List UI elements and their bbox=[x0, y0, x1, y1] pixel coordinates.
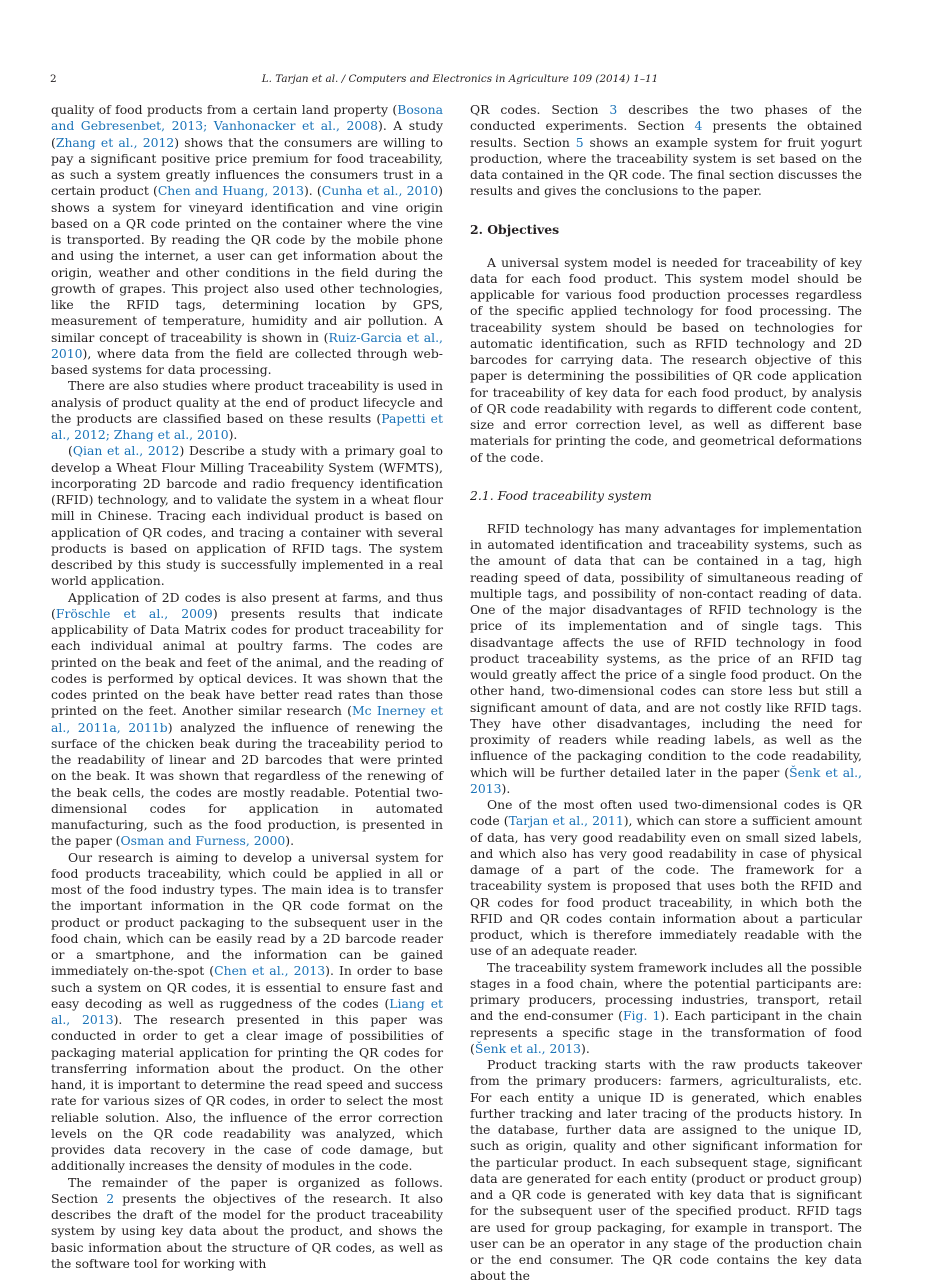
page-number: 2 bbox=[50, 73, 57, 85]
citation-link[interactable]: Ruiz-Garcia et al., 2010 bbox=[51, 329, 443, 361]
paragraph: The traceability system framework includes all the possible stages in a food chain, where the potential participants are: primary producers, processing industries, transport, retail and the end-consumer (Fig. 1). Each participant in the chain represents a specific stage in the transformation of food (Šenk et al., 2013). bbox=[470, 959, 862, 1056]
paragraph: There are also studies where product traceability is used in analysis of product quality at the end of product lifecycle and the products are classified based on these results (Papetti et al., 2012; Zhang et al., 2010). bbox=[51, 378, 443, 442]
citation-link[interactable]: 3 bbox=[609, 102, 618, 117]
citation-link[interactable]: Bosona and Gebresenbet, 2013; Vanhonacker et al., 2008 bbox=[51, 102, 443, 134]
citation-link[interactable]: Mc Inerney et al., 2011a, 2011b bbox=[51, 703, 443, 735]
section-heading: 2. Objectives bbox=[470, 221, 560, 237]
paragraph: The remainder of the paper is organized as follows. Section 2 presents the objectives of the research. It also describes the draft of the model for the product traceability system by using key data about the product, and shows the basic information about the structure of QR codes, as well as the software tool for working with bbox=[51, 1174, 443, 1271]
page-header bbox=[50, 70, 870, 88]
paragraph: RFID technology has many advantages for implementation in automated identification and traceability systems, such as the amount of data that can be contained in a tag, high reading speed of data, possibility of simultaneous reading of multiple tags, and possibility of non-contact reading of data. One of the major disadvantages of RFID technology is the price of its implementation and of single tags. This disadvantage affects the use of RFID technology in food product traceability systems, as the price of an RFID tag would greatly affect the price of a single food product. On the other hand, two-dimensional codes can store less but still a significant amount of data, and are not costly like RFID tags. They have other disadvantages, including the need for proximity of readers while reading labels, as well as the influence of the packaging condition to the code readability, which will be further detailed later in the paper (Šenk et al., 2013). bbox=[470, 520, 862, 796]
citation-link[interactable]: Papetti et al., 2012; Zhang et al., 2010 bbox=[51, 410, 443, 442]
citation-link[interactable]: Cunha et al., 2010 bbox=[321, 183, 439, 199]
paragraph: (Qian et al., 2012) Describe a study with a primary goal to develop a Wheat Flour Milling Traceability System (WFMTS), incorporating 2D barcode and radio frequency identification (RFID) technology, and to validate the system in a wheat flour mill in Chinese. Tracing each individual product is based on application of QR codes, and tracing a container with several products is based on application of RFID tags. The system described by this study is successfully implemented in a real world application. bbox=[51, 443, 443, 589]
citation-link[interactable]: Fig. 1 bbox=[622, 1008, 661, 1024]
paragraph: QR codes. Section 3 describes the two phases of the conducted experiments. Section 4 presents the obtained results. Section 5 shows an example system for fruit yogurt production, where the traceability system is set based on the data contained in the QR code. The final section discusses the results and gives the conclusions to the paper. bbox=[470, 102, 863, 199]
subsection-heading: 2.1. Food traceability system bbox=[470, 487, 652, 503]
citation-link[interactable]: Liang et al., 2013 bbox=[51, 995, 444, 1027]
citation-link[interactable]: Tarjan et al., 2011 bbox=[508, 813, 624, 829]
citation-link[interactable]: Šenk et al., 2013 bbox=[470, 764, 862, 796]
citation-link[interactable]: 2 bbox=[106, 1190, 115, 1206]
paragraph: A universal system model is needed for traceability of key data for each food product. This system model should be applicable for various food production processes regardless of the specific applied technology for food processing. The traceability system should be based on technologies for automatic identification, such as RFID technology and 2D barcodes for carrying data. The research objective of this paper is determining the possibilities of QR code application for traceability of key data for each food product, by analysis of QR code readability with regards to different code content, size and error correction level, as well as different base materials for printing the code, and geometrical deformations of the code. bbox=[470, 254, 862, 465]
right-column bbox=[470, 102, 862, 1285]
citation-link[interactable]: 4 bbox=[694, 118, 703, 134]
citation-link[interactable]: Fröschle et al., 2009 bbox=[55, 605, 213, 621]
citation-link[interactable]: Zhang et al., 2012 bbox=[55, 134, 175, 150]
citation-link[interactable]: Osman and Furness, 2000 bbox=[120, 833, 286, 849]
left-column bbox=[51, 102, 443, 1272]
citation-link[interactable]: Šenk et al., 2013 bbox=[474, 1040, 582, 1056]
running-title: L. Tarjan et al. / Computers and Electronics in Agriculture 109 (2014) 1–11 bbox=[261, 73, 659, 85]
citation-link[interactable]: Chen and Huang, 2013 bbox=[157, 183, 304, 199]
paragraph: Application of 2D codes is also present at farms, and thus (Fröschle et al., 2009) presents results that indicate applicability of Data Matrix codes for product traceability for each individual animal at poultry farms. The codes are printed on the beak and feet of the animal, and the reading of codes is performed by optical devices. It was shown that the codes printed on the beak have better read rates than those printed on the feet. Another similar research (Mc Inerney et al., 2011a, 2011b) analyzed the influence of renewing the surface of the chicken beak during the traceability period to the readability of linear and 2D barcodes that were printed on the beak. It was shown that regardless of the renewing of the beak cells, the codes are mostly readable. Potential two-dimensional codes for application in automated manufacturing, such as the food production, is presented in the paper (Osman and Furness, 2000). bbox=[51, 589, 443, 849]
citation-link[interactable]: Chen et al., 2013 bbox=[214, 963, 326, 979]
citation-link[interactable]: Qian et al., 2012 bbox=[72, 443, 180, 459]
paragraph: One of the most often used two-dimensional codes is QR code (Tarjan et al., 2011), which can store a sufficient amount of data, has very good readability even on small sized labels, and which also has very good readability in case of physical damage of a part of the code. The framework for a traceability system is proposed that uses both the RFID and QR codes for food product traceability, in which both the RFID and QR codes contain information about a particular product, which is therefore immediately readable with the use of an adequate reader. bbox=[470, 797, 862, 959]
paragraph: quality of food products from a certain land property (Bosona and Gebresenbet, 2013; Vanhonacker et al., 2008). A study (Zhang et al., 2012) shows that the consumers are willing to pay a significant positive price premium for food traceability, as such a system greatly influences the consumers trust in a certain product (Chen and Huang, 2013). (Cunha et al., 2010) shows a system for vineyard identification and vine origin based on a QR code printed on the container where the vine is transported. By reading the QR code by the mobile phone and using the internet, a user can get information about the origin, weather and other conditions in the field during the growth of grapes. This project also used other technologies, like the RFID tags, determining location by GPS, measurement of temperature, humidity and air pollution. A similar concept of traceability is shown in (Ruiz-Garcia et al., 2010), where data from the field are collected through web-based systems for data processing. bbox=[51, 102, 444, 377]
paragraph: Product tracking starts with the raw products takeover from the primary producers: farmers, agriculturalists, etc. For each entity a unique ID is generated, which enables further tracking and later tracing of the products history. In the database, further data are assigned to the unique ID, such as origin, quality and other significant information for the particular product. In each subsequent stage, significant data are generated for each entity (product or product group) and a QR code is generated with key data that is significant for the subsequent user of the specified product. RFID tags are used for group packaging, for example in transport. The user can be an operator in any stage of the production chain or the end consumer. The QR code contains the key data about the bbox=[470, 1057, 862, 1284]
paragraph: Our research is aiming to develop a universal system for food products traceability, which could be applied in all or most of the food industry types. The main idea is to transfer the important information in the QR code format on the product or product packaging to the subsequent user in the food chain, which can be easily read by a 2D barcode reader or a smartphone, and the information can be gained immediately on-the-spot (Chen et al., 2013). In order to base such a system on QR codes, it is essential to ensure fast and easy decoding as well as ruggedness of the codes (Liang et al., 2013). The research presented in this paper was conducted in order to get a clear image of possibilities of packaging material application for printing the QR codes for transferring information about the product. On the other hand, it is important to determine the read speed and success rate for various sizes of QR codes, in order to select the most reliable solution. Also, the influence of the error correction levels on the QR code readability was analyzed, which provides data recovery in the case of code damage, but additionally increases the density of modules in the code. bbox=[51, 849, 444, 1174]
citation-link[interactable]: 5 bbox=[575, 134, 584, 150]
